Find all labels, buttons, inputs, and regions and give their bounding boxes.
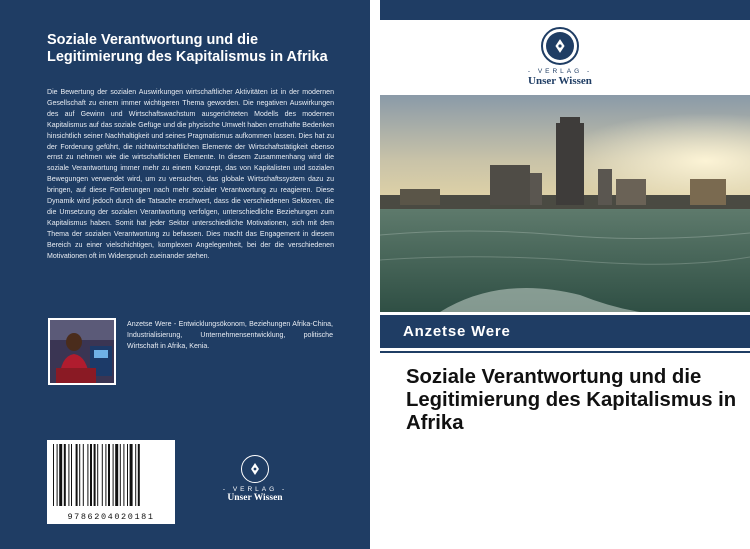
barcode-bars — [47, 440, 175, 510]
back-title: Soziale Verantwortung und die Legitimierung des Kapitalismus in Afrika — [47, 32, 328, 65]
author-band — [380, 315, 750, 348]
divider — [380, 351, 750, 353]
publisher-name: Unser Wissen — [227, 493, 283, 503]
front-author-name: Anzetse Were — [403, 323, 511, 340]
isbn-digits: 9786204020181 — [67, 512, 155, 522]
publisher-verlag: - VERLAG - — [527, 68, 593, 75]
back-cover — [0, 0, 370, 549]
pen-nib-seal-icon — [541, 27, 579, 65]
front-cover — [380, 0, 750, 549]
author-photo — [48, 318, 116, 385]
back-description: Die Bewertung der sozialen Auswirkungen wirtschaftlicher Aktivitäten ist in der modernen Gesellschaft zu einem immer wichtigeren Thema geworden. Die negativen Auswirkungen des auf Gewinn und Wirtschaftswachstum ausgerichteten Modells des modernen Kapitalismus auf das soziale Gefüge und die physische Umwelt haben ernsthafte Bedenken hinsichtlich seiner Nachhaltigkeit und seines Pragmatismus aufkommen lassen. Dies hat zu der Forderung geführt, die nichtwirtschaftlichen Elemente der Wirtschaftstätigkeit ebenso ernst zu nehmen wie die wirtschaftlichen Elemente. In diesem Zusammenhang wird die soziale Verantwortung immer mehr zu einem Konzept, das von Kapitalisten und sozialen Bewegungen verwendet wird, um zu versuchen, das globale Wirtschaftssystem dazu zu bringen, auf diese Forderungen nach mehr sozialer Verantwortung zu reagieren. Diese Dynamik wird jedoch durch die Tatsache erschwert, dass die verschiedenen Sektoren, die die Umsetzung der sozialen Verantwortung verfolgen, unterschiedliche Beziehungen zum Kapitalismus haben. Somit hat jeder Sektor unterschiedliche Motivationen, sich mit dem Thema der sozialen Verantwortung zu befassen. Dies macht das Engagement in diesem Bereich zu einer vielschichtigen, komplexen Angelegenheit, bei der die verschiedenen Motivationen oft im Widerspruch zueinander stehen. — [47, 89, 334, 260]
front-title: Soziale Verantwortung und die Legitimierung des Kapitalismus in Afrika — [406, 366, 737, 434]
spine — [370, 0, 380, 549]
author-bio: Anzetse Were - Entwicklungsökonom, Beziehungen Afrika-China, Industrialisierung, Unternehmensentwicklung, politische Wirtschaft in Afrika, Kenia. — [127, 321, 333, 350]
barcode — [47, 440, 175, 524]
cover-photo — [380, 95, 750, 312]
publisher-verlag: - VERLAG - — [222, 486, 288, 493]
front-top-bar — [380, 0, 750, 20]
back-publisher-logo — [215, 455, 295, 503]
front-publisher-logo — [515, 27, 605, 87]
pen-nib-seal-icon — [241, 455, 269, 483]
publisher-name: Unser Wissen — [528, 75, 592, 87]
